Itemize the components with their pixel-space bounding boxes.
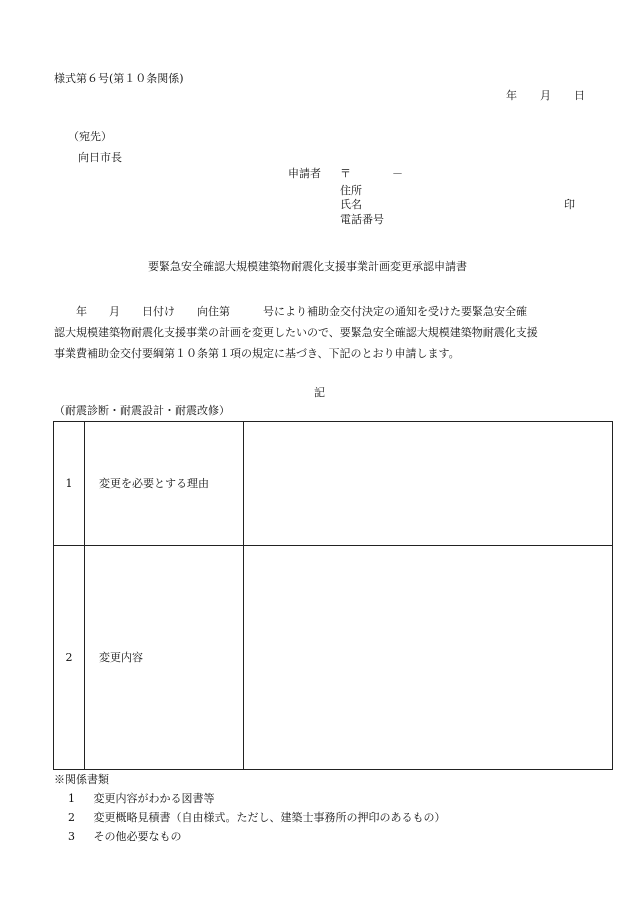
list-item (54, 808, 446, 827)
list-item (54, 827, 446, 846)
addressee-name: 向日市長 (78, 151, 122, 164)
table-row (54, 422, 613, 546)
list-item-number: 2 (68, 811, 75, 824)
ki-heading: 記 (314, 386, 325, 399)
attachments-heading: ※関係書類 (54, 773, 109, 786)
address-label: 住所 (340, 184, 362, 197)
list-item-text: 変更概略見積書（自由様式。ただし、建築士事務所の押印のあるもの） (93, 811, 446, 824)
row-number: 2 (54, 546, 85, 770)
row-value-field[interactable] (244, 546, 613, 770)
list-item (54, 789, 446, 808)
body-text (54, 301, 586, 364)
addressee-note: （宛先） (68, 130, 112, 143)
postal-dash: － (392, 167, 403, 180)
list-item-number: 1 (68, 792, 75, 805)
body-line-1: 年 月 日付け 向住第 号により補助金交付決定の通知を受けた要緊急安全確 (54, 305, 527, 318)
document-title: 要緊急安全確認大規模建築物耐震化支援事業計画変更承認申請書 (148, 260, 467, 273)
phone-label: 電話番号 (340, 213, 384, 226)
date-month-label: 月 (540, 89, 551, 102)
row-label: 変更内容 (85, 546, 244, 770)
applicant-label: 申請者 (288, 167, 321, 180)
list-item-number: 3 (68, 830, 75, 843)
name-label: 氏名 (340, 198, 362, 211)
row-label: 変更を必要とする理由 (85, 422, 244, 546)
list-item-text: 変更内容がわかる図書等 (93, 792, 215, 805)
row-value-field[interactable] (244, 422, 613, 546)
attachments-list (54, 770, 446, 846)
body-line-2: 認大規模建築物耐震化支援事業の計画を変更したいので、要緊急安全確認大規模建築物耐震化支援 (54, 326, 538, 339)
date-day-label: 日 (574, 89, 585, 102)
seal-mark: 印 (564, 198, 575, 211)
table-row (54, 546, 613, 770)
form-number: 様式第６号(第１０条関係) (54, 72, 184, 85)
body-line-3: 事業費補助金交付要綱第１０条第１項の規定に基づき、下記のとおり申請します。 (54, 347, 460, 360)
change-table (53, 421, 613, 770)
list-item-text: その他必要なもの (93, 830, 182, 843)
category-label: （耐震診断・耐震設計・耐震改修） (54, 404, 230, 417)
postal-mark: 〒 (340, 167, 351, 180)
row-number: 1 (54, 422, 85, 546)
date-year-label: 年 (506, 89, 517, 102)
